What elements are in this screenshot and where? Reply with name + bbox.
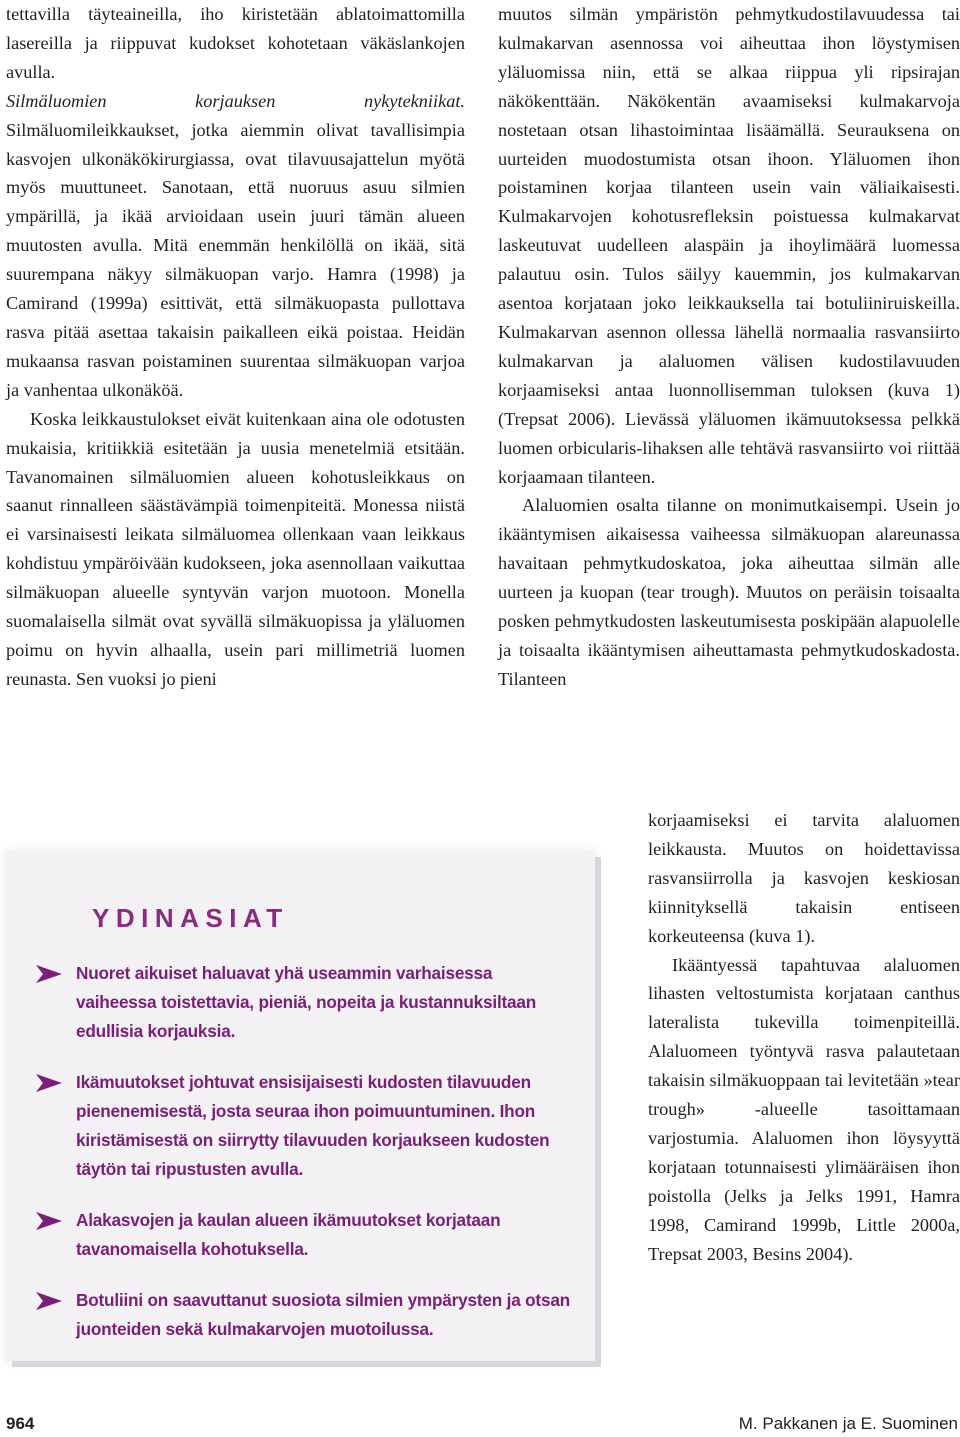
section-subheading: Silmäluomien korjauksen nykytekniikat. [6,90,465,111]
key-point-item [36,1206,576,1264]
left-column [6,0,465,694]
right-column-wrap [648,806,960,1269]
key-points-list [36,959,576,1366]
body-paragraph: tettavilla täyteaineilla, iho kiristetään ablatoimattomilla lasereilla ja riippuvat kudokset kohotetaan väkäslankojen avulla. [6,4,465,82]
body-paragraph: muutos silmän ympäristön pehmytkudostilavuudessa tai kulmakarvan asennossa voi aiheuttaa ihon löystymisen yläluomissa niin, että se alkaa riippua yli ripsirajan näkökenttään. Näkökentän avaamiseksi kulmakarvoja nostetaan otsan lihastoimintaa lisäämällä. Seurauksena on uurteiden muodostumista otsan ihoon. Yläluomen ihon poistaminen korjaa tilanteen usein vain väliaikaisesti. Kulmakarvojen kohotusrefleksin poistuessa kulmakarvat laskeutuvat uudelleen alaspäin ja ihoylimäärä luomessa palautuu osin. Tulos säilyy kauemmin, jos kulmakarvan asentoa korjataan joko leikkauksella tai botuliiniruiskeilla. Kulmakarvan asennon ollessa lähellä normaalia rasvansiirto kulmakarvan ja alaluomen välisen kudostilavuuden korjaamiseksi antaa luonnollisemman tuloksen (kuva 1)(Trepsat 2006). Lievässä yläluomen ikämuutoksessa pelkkä luomen orbicularis-lihaksen alle tehtävä rasvansiirto voi riittää korjaamaan tilanteen. [498,4,960,487]
running-footer-authors: M. Pakkanen ja E. Suominen [738,1414,958,1433]
key-points-box [6,851,595,1361]
paragraph-text: Silmäluomileikkaukset, jotka aiemmin olivat tavallisimpia kasvojen ulkonäkökirurgiassa, ovat tilavuusajattelun myötä myös muuttuneet. Sanotaan, että nuoruus asuu silmien ympärillä, ja ikää arvioidaan usein juuri tämän alueen muutosten avulla. Mitä enemmän henkilöllä on ikää, sitä suurempana näkyy silmäkuopan varjo. Hamra (1998) ja Camirand (1999a) esittivät, että silmäkuopasta pullottava rasva pitää asettaa takaisin paikalleen eikä poistaa. Heidän mukaansa rasvan poistaminen suurentaa silmäkuopan varjoa ja vanhentaa ulkonäköä. [6,119,465,400]
body-paragraph: Ikääntyessä tapahtuvaa alaluomen lihasten veltostumista korjataan canthus lateralista tukevilla toimenpiteillä. Alaluomeen työntyvä rasva palautetaan takaisin silmäkuoppaan tai levitetään »tear trough» -alueelle tasoittamaan varjostumia. Alaluomen ihon löysyyttä korjataan totunnaisesti ylimääräisen ihon poistolla (Jelks ja Jelks 1991, Hamra 1998, Camirand 1999b, Little 2000a, Trepsat 2003, Besins 2004). [648,954,960,1264]
arrowhead-bullet-icon [36,1074,62,1092]
key-point-item [36,1286,576,1344]
right-column [498,0,960,694]
key-point-text: Botuliini on saavuttanut suosiota silmien ympärysten ja otsan juonteiden sekä kulmakarvojen muotoilussa. [76,1290,570,1339]
key-point-text: Alakasvojen ja kaulan alueen ikämuutokset korjataan tavanomaisella kohotuksella. [76,1210,501,1259]
body-paragraph [6,87,465,405]
key-point-item [36,959,576,1046]
key-point-text: Nuoret aikuiset haluavat yhä useammin varhaisessa vaiheessa toistettavia, pieniä, nopeita ja kustannuksiltaan edullisia korjauksia. [76,963,537,1041]
key-point-item [36,1068,576,1184]
key-point-text: Ikämuutokset johtuvat ensisijaisesti kudosten tilavuuden pienenemisestä, josta seuraa ihon poimuuntuminen. Ihon kiristämisestä on siirrytty tilavuuden korjaukseen kudosten täytön tai ripustusten avulla. [76,1072,550,1179]
arrowhead-bullet-icon [36,1292,62,1310]
page-number: 964 [6,1414,35,1433]
key-points-title: YDINASIAT [92,903,289,933]
body-paragraph: Koska leikkaustulokset eivät kuitenkaan aina ole odotusten mukaisia, kritiikkiä esitetään ja uusia menetelmiä etsitään. Tavanomainen silmäluomien alueen kohotusleikkaus on saanut rinnalleen säästävämpiä toimenpiteitä. Monessa niistä ei varsinaisesti leikata silmäluomea ollenkaan vaan leikkaus kohdistuu ympäröivään kudokseen, joka asennollaan vaikuttaa silmäkuopan alueelle syntyvän varjon muotoon. Monella suomalaisella silmät ovat syvällä silmäkuopissa ja yläluomen poimu on hyvin alhaalla, usein pari millimetriä luomen reunasta. Sen vuoksi jo pieni [6,408,465,689]
body-paragraph: korjaamiseksi ei tarvita alaluomen leikkausta. Muutos on hoidettavissa rasvansiirrolla ja kasvojen keskiosan kiinnityksellä takaisin entiseen korkeuteensa (kuva 1). [648,810,960,946]
arrowhead-bullet-icon [36,1212,62,1230]
body-paragraph: Alaluomien osalta tilanne on monimutkaisempi. Usein jo ikääntymisen aikaisessa vaiheessa silmäkuopan alareunassa havaitaan pehmytkudoskatoa, joka aiheuttaa silmän alle uurteen ja kuopan (tear trough). Muutos on peräisin toisaalta posken pehmytkudosten laskeutumisesta poskipään alapuolelle ja toisaalta ikääntymisen aiheuttamasta pehmytkudoskadosta. Tilanteen [498,495,960,689]
arrowhead-bullet-icon [36,965,62,983]
